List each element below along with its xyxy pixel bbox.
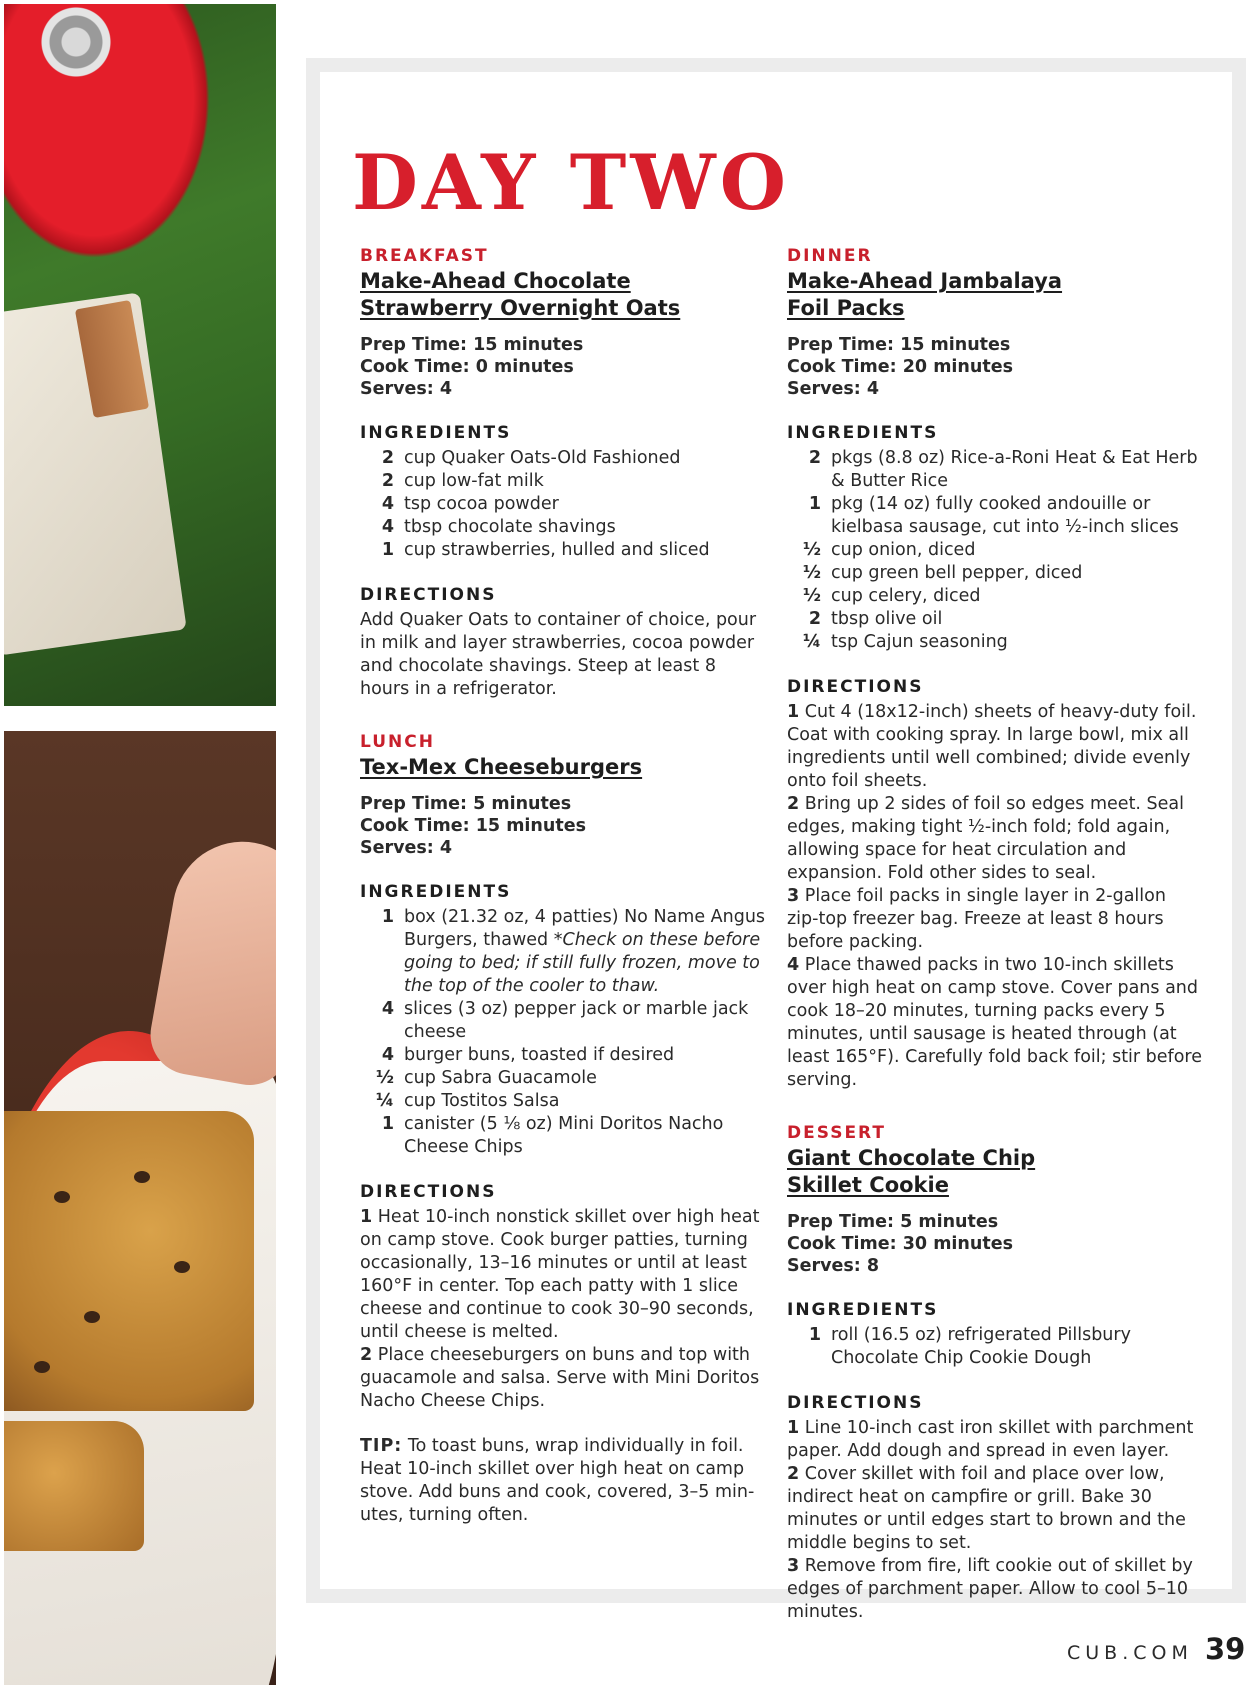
- prep-time: Prep Time: 15 minutes: [787, 335, 1011, 355]
- ingredient-row: [787, 447, 1202, 493]
- ingredients-heading: INGREDIENTS: [787, 1300, 939, 1320]
- ingredient-row: [787, 1324, 1202, 1370]
- right-column: [787, 245, 1202, 1646]
- chocolate-chip: [84, 1311, 100, 1323]
- cook-time: Cook Time: 20 minutes: [787, 357, 1013, 377]
- lunch-ingredients: [360, 906, 770, 1159]
- lunch-directions: [360, 1206, 770, 1413]
- ingredient-row: [787, 631, 1202, 654]
- step-text: Place cheeseburgers on buns and top with guacamole and salsa. Serve with Mini Doritos Nacho Cheese Chips.: [360, 1345, 760, 1411]
- footer-site[interactable]: CUB.COM: [1067, 1642, 1193, 1664]
- skillet-cookie: [4, 1111, 254, 1411]
- dinner-ingredients: [787, 447, 1202, 654]
- ingredient-text: canister (5 ⅛ oz) Mini Doritos Nacho Cheese Chips: [404, 1114, 724, 1157]
- ingredient-row: [360, 1090, 770, 1113]
- dessert-directions: [787, 1417, 1202, 1624]
- ingredient-text: cup green bell pepper, diced: [831, 563, 1083, 583]
- ingredient-text: pkg (14 oz) fully cooked andouille or kielbasa sausage, cut into ½-inch slices: [831, 494, 1179, 537]
- tip-label: TIP:: [360, 1436, 403, 1456]
- serves: Serves: 4: [787, 379, 880, 399]
- ingredient-qty: ½: [802, 586, 821, 606]
- directions-heading: DIRECTIONS: [360, 585, 497, 605]
- dessert-title-line1: Giant Chocolate Chip: [787, 1146, 1036, 1170]
- page-number: 39: [1205, 1632, 1246, 1666]
- ingredient-row: [360, 516, 770, 539]
- ingredient-row: [787, 493, 1202, 539]
- breakfast-ingredients: [360, 447, 770, 562]
- ingredient-text: roll (16.5 oz) refrigerated Pillsbury Chocolate Chip Cookie Dough: [831, 1325, 1131, 1368]
- step-text: Bring up 2 sides of foil so edges meet. Seal edges, making tight ½-inch fold; fold again, allowing space for heat circulation and expansion. Fold other sides to seal.: [787, 794, 1185, 883]
- chocolate-chip: [34, 1361, 50, 1373]
- ingredient-text: burger buns, toasted if desired: [404, 1045, 675, 1065]
- ingredient-row: [360, 1113, 770, 1159]
- ingredient-text: cup Tostitos Salsa: [404, 1091, 560, 1111]
- step-text: Heat 10-inch nonstick skillet over high heat on camp stove. Cook burger patties, turning occasionally, 13–16 minutes or until at least 160°F in center. Top each patty with 1 slice cheese and continue to cook 30–90 seconds, until cheese is melted.: [360, 1207, 760, 1342]
- dinner-title-line1: Make-Ahead Jambalaya: [787, 269, 1063, 293]
- breakfast-recipe-title[interactable]: [360, 268, 770, 322]
- ingredient-text: tsp cocoa powder: [404, 494, 559, 514]
- direction-step: [787, 885, 1202, 954]
- breakfast-label: BREAKFAST: [360, 246, 489, 266]
- step-number: 2: [787, 1464, 800, 1484]
- ingredient-qty: 2: [808, 448, 821, 468]
- serves: Serves: 4: [360, 379, 453, 399]
- ingredient-text: pkgs (8.8 oz) Rice-a-Roni Heat & Eat Herb & Butter Rice: [831, 448, 1198, 491]
- dessert-title-line2: Skillet Cookie: [787, 1173, 949, 1197]
- ingredient-qty: 2: [381, 471, 394, 491]
- ingredient-qty: ¼: [802, 632, 821, 652]
- step-number: 3: [787, 1556, 800, 1576]
- ingredient-qty: 4: [381, 999, 394, 1019]
- ingredient-text: cup strawberries, hulled and sliced: [404, 540, 710, 560]
- ingredient-qty: 4: [381, 517, 394, 537]
- page-title: DAY TWO: [352, 138, 790, 227]
- dessert-recipe-title[interactable]: [787, 1145, 1202, 1199]
- ingredient-row: [360, 493, 770, 516]
- step-text: Cut 4 (18x12-inch) sheets of heavy-duty foil. Coat with cooking spray. In large bowl, mix all ingredients until well combined; divide evenly onto foil sheets.: [787, 702, 1197, 791]
- direction-step: [787, 954, 1202, 1092]
- ingredients-heading: INGREDIENTS: [360, 423, 512, 443]
- step-number: 1: [787, 702, 800, 722]
- ingredient-text: cup Quaker Oats-Old Fashioned: [404, 448, 681, 468]
- ingredient-note: *Check on these before going to bed; if still fully frozen, move to the top of the cooler to thaw.: [404, 930, 761, 996]
- ingredients-heading: INGREDIENTS: [360, 882, 512, 902]
- direction-step: [787, 701, 1202, 793]
- ingredient-row: [360, 447, 770, 470]
- step-number: 2: [360, 1345, 373, 1365]
- cook-time: Cook Time: 0 minutes: [360, 357, 574, 377]
- tip: [360, 1435, 770, 1527]
- ingredient-qty: ½: [375, 1068, 394, 1088]
- ingredient-text: tbsp olive oil: [831, 609, 943, 629]
- direction-step: [787, 1417, 1202, 1463]
- directions-heading: DIRECTIONS: [787, 677, 924, 697]
- cookie-slice: [4, 1421, 144, 1551]
- ingredient-text: cup Sabra Guacamole: [404, 1068, 597, 1088]
- ingredient-text: cup celery, diced: [831, 586, 981, 606]
- ingredient-qty: 1: [381, 907, 394, 927]
- cook-time: Cook Time: 15 minutes: [360, 816, 586, 836]
- photo-cooler-on-grass: [4, 4, 276, 706]
- dinner-meta: [787, 334, 1202, 400]
- direction-step: [360, 1206, 770, 1344]
- ingredient-row: [360, 998, 770, 1044]
- lunch-recipe-title[interactable]: [360, 754, 770, 781]
- dessert-meta: [787, 1211, 1202, 1277]
- step-number: 2: [787, 794, 800, 814]
- step-text: Line 10-inch cast iron skillet with parchment paper. Add dough and spread in even layer.: [787, 1418, 1194, 1461]
- directions-heading: DIRECTIONS: [360, 1182, 497, 1202]
- chocolate-chip: [174, 1261, 190, 1273]
- left-column: [360, 245, 770, 1527]
- hand: [144, 831, 276, 1092]
- direction-step: [787, 1463, 1202, 1555]
- dessert-label: DESSERT: [787, 1123, 886, 1143]
- ingredient-qty: ¼: [375, 1091, 394, 1111]
- step-number: 1: [360, 1207, 373, 1227]
- ingredient-qty: 1: [808, 494, 821, 514]
- ingredient-row: [787, 585, 1202, 608]
- step-number: 1: [787, 1418, 800, 1438]
- ingredient-row: [787, 608, 1202, 631]
- serves: Serves: 4: [360, 838, 453, 858]
- ingredient-row: [360, 1067, 770, 1090]
- dinner-recipe-title[interactable]: [787, 268, 1202, 322]
- ingredient-row: [360, 1044, 770, 1067]
- direction-step: [787, 793, 1202, 885]
- step-text: Remove from fire, lift cookie out of skillet by edges of parchment paper. Allow to cool 5–10 minutes.: [787, 1556, 1193, 1622]
- chocolate-chip: [134, 1171, 150, 1183]
- dessert-ingredients: [787, 1324, 1202, 1370]
- ingredient-row: [787, 539, 1202, 562]
- ingredient-main: box (21.32 oz, 4 patties) No Name Angus Burgers, thawed: [404, 907, 766, 950]
- tip-text: To toast buns, wrap individually in foil. Heat 10-inch skillet over high heat on camp stove. Add buns and cook, covered, 3–5 min-utes, turning often.: [360, 1436, 755, 1525]
- ingredient-row: [787, 562, 1202, 585]
- step-number: 3: [787, 886, 800, 906]
- prep-time: Prep Time: 15 minutes: [360, 335, 584, 355]
- ingredient-qty: 4: [381, 494, 394, 514]
- ingredient-text: cup low-fat milk: [404, 471, 544, 491]
- direction-step: [360, 1344, 770, 1413]
- breakfast-meta: [360, 334, 770, 400]
- ingredient-row: [360, 906, 770, 998]
- ingredient-qty: 2: [808, 609, 821, 629]
- ingredient-qty: ½: [802, 563, 821, 583]
- ingredient-qty: ½: [802, 540, 821, 560]
- ingredient-qty: 2: [381, 448, 394, 468]
- chocolate-chip: [54, 1191, 70, 1203]
- breakfast-title-line1: Make-Ahead Chocolate: [360, 269, 631, 293]
- direction-text: Add Quaker Oats to container of choice, pour in milk and layer strawberries, cocoa powder and chocolate shavings. Steep at least 8 hours in a refrigerator.: [360, 610, 757, 699]
- cook-time: Cook Time: 30 minutes: [787, 1234, 1013, 1254]
- step-text: Place foil packs in single layer in 2-gallon zip-top freezer bag. Freeze at least 8 hours before packing.: [787, 886, 1166, 952]
- serves: Serves: 8: [787, 1256, 880, 1276]
- lunch-label: LUNCH: [360, 732, 435, 752]
- ingredient-qty: 1: [381, 1114, 394, 1134]
- prep-time: Prep Time: 5 minutes: [360, 794, 572, 814]
- ingredient-qty: 4: [381, 1045, 394, 1065]
- ingredient-text: [404, 906, 770, 998]
- prep-time: Prep Time: 5 minutes: [787, 1212, 999, 1232]
- breakfast-title-line2: Strawberry Overnight Oats: [360, 296, 681, 320]
- ingredient-row: [360, 470, 770, 493]
- ingredient-text: cup onion, diced: [831, 540, 976, 560]
- photo-skillet-cookie: [4, 731, 276, 1685]
- lunch-title-line1: Tex-Mex Cheeseburgers: [360, 755, 643, 779]
- dinner-title-line2: Foil Packs: [787, 296, 905, 320]
- dinner-directions: [787, 701, 1202, 1092]
- ingredient-text: tsp Cajun seasoning: [831, 632, 1008, 652]
- breakfast-directions: [360, 609, 770, 701]
- directions-heading: DIRECTIONS: [787, 1393, 924, 1413]
- lunch-meta: [360, 793, 770, 859]
- ingredient-qty: 1: [808, 1325, 821, 1345]
- dinner-label: DINNER: [787, 246, 873, 266]
- step-text: Place thawed packs in two 10-inch skillets over high heat on camp stove. Cover pans and cook 18–20 minutes, turning packs every 5 minutes, until sausage is heated through (at least 165°F). Carefully fold back foil; stir before serving.: [787, 955, 1203, 1090]
- direction-step: [787, 1555, 1202, 1624]
- ingredient-row: [360, 539, 770, 562]
- ingredient-text: tbsp chocolate shavings: [404, 517, 616, 537]
- ingredient-text: slices (3 oz) pepper jack or marble jack cheese: [404, 999, 749, 1042]
- ingredient-qty: 1: [381, 540, 394, 560]
- step-number: 4: [787, 955, 800, 975]
- ingredients-heading: INGREDIENTS: [787, 423, 939, 443]
- step-text: Cover skillet with foil and place over low, indirect heat on campfire or grill. Bake 30 minutes or until edges start to brown and the middle begins to set.: [787, 1464, 1186, 1553]
